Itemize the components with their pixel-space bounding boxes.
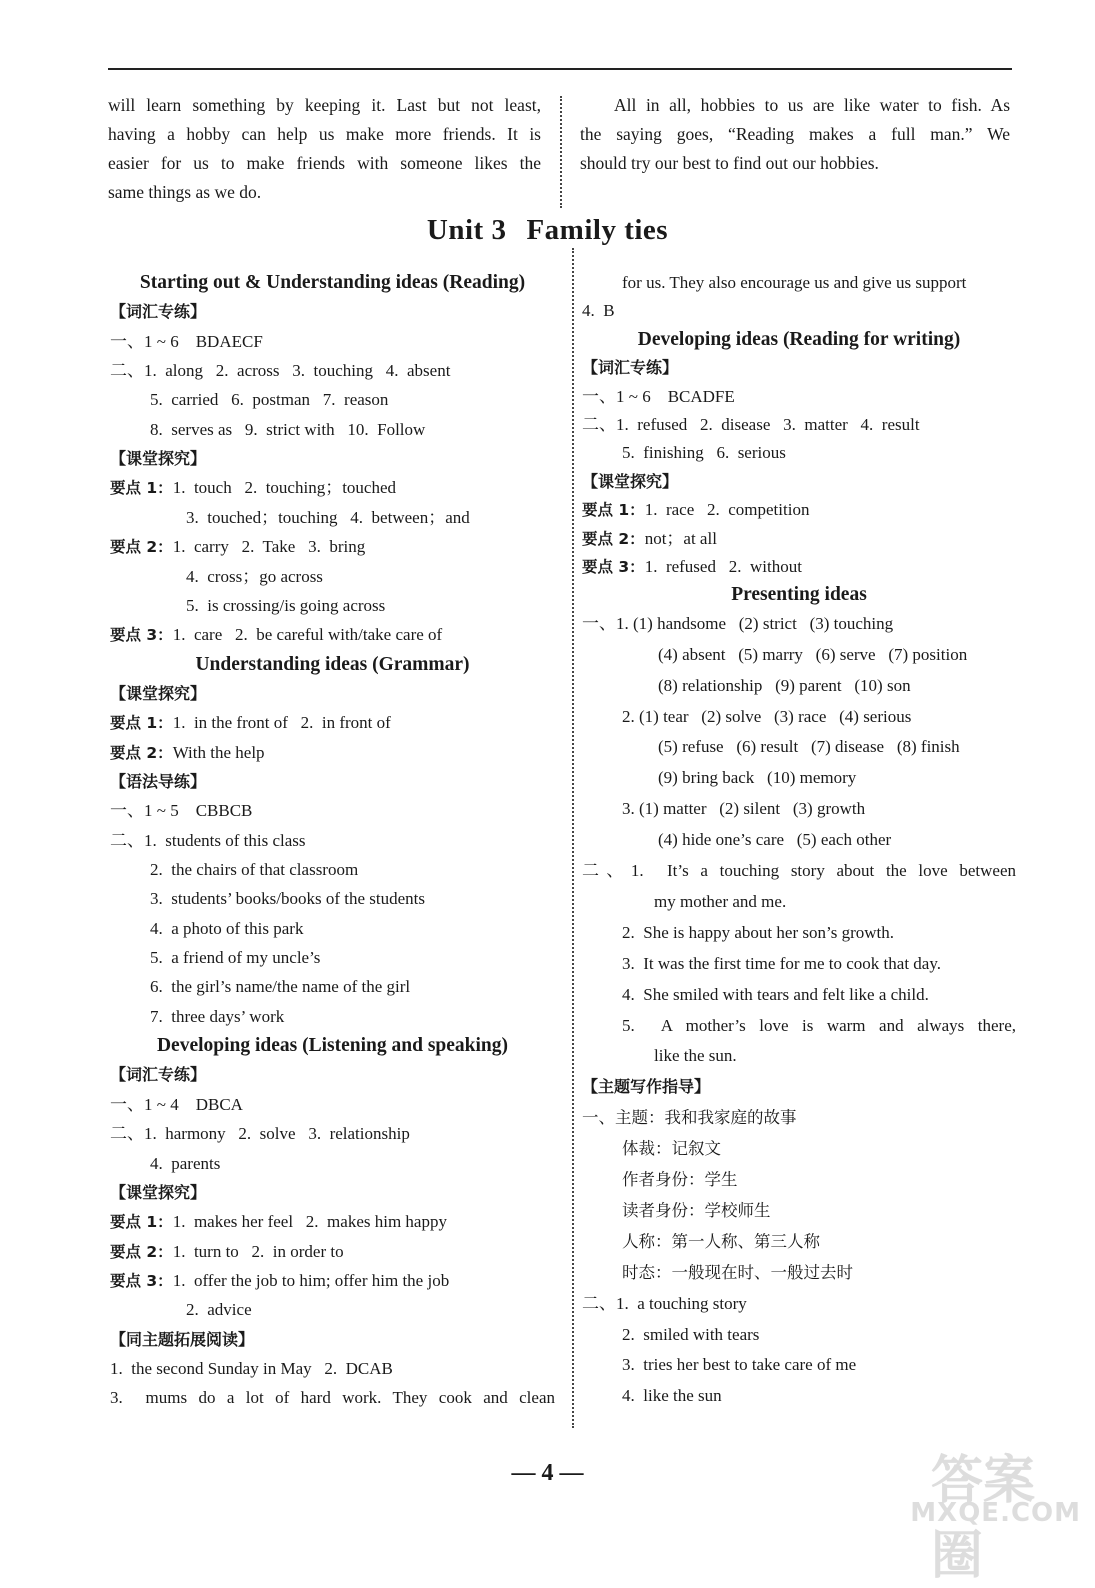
answer-line: 2. She is happy about her son’s growth. [622,922,894,942]
answer-line: 3. touched；touching 4. between；and [186,507,470,527]
exercise-label: 【主题写作指导】 [582,1077,711,1097]
key-point-answers: 1. touch 2. touching；touched [172,478,397,498]
answer-line: 3. mums do a lot of hard work. They cook and clean [110,1388,555,1408]
key-point-answers: With the help [172,742,265,762]
answer-line [110,1207,447,1236]
writing-guide-line: 作者身份：学生 [622,1170,738,1189]
answer-line: 5. is crossing/is going across [186,595,386,615]
exercise-label: 【词汇专练】 [110,1065,207,1085]
answer-line: 8. serves as 9. strict with 10. Follow [150,419,426,439]
writing-guide-line: 时态：一般现在时、一般过去时 [622,1262,853,1282]
key-point-label: 要点 2： [110,743,173,762]
watermark-logo [910,1438,1081,1586]
answer-line: 3. It was the first time for me to cook that day. [622,953,941,973]
answer-line: 4. a photo of this park [150,918,304,938]
paragraph-line: same things as we do. [108,182,262,202]
answer-line: 4. like the sun [622,1386,722,1406]
section-heading: Understanding ideas (Grammar) [195,653,470,675]
answer-line: 3. (1) matter (2) silent (3) growth [622,799,866,819]
answer-line: 二、1. refused 2. disease 3. matter 4. result [582,415,920,434]
page-number: — 4 — [511,1460,584,1486]
paragraph-line: easier for us to make friends with someone likes the [108,153,541,173]
top-left-paragraph [108,91,541,207]
answer-line: 一、1 ~ 5 CBBCB [110,801,253,821]
exercise-label: 【词汇专练】 [110,302,207,322]
key-point-label: 要点 1： [110,479,173,498]
answer-line: (9) bring back (10) memory [658,768,857,788]
answer-line: 2. advice [186,1300,252,1320]
section-heading: Developing ideas (Reading for writing) [637,328,961,350]
answer-line: 1. the second Sunday in May 2. DCAB [110,1358,393,1378]
writing-guide-line: 体裁：记叙文 [622,1139,721,1159]
answer-line [110,1266,449,1295]
key-point-answers: 1. race 2. competition [644,500,810,520]
answer-line: 二、1. It’s a touching story about the love between [582,861,1016,880]
key-point-answers: 1. carry 2. Take 3. bring [172,537,366,557]
watermark-domain: MXQE.COM [910,1498,1081,1528]
answer-line: (8) relationship (9) parent (10) son [658,675,911,695]
exercise-label: 【词汇专练】 [582,358,679,378]
answer-line: 二、1. harmony 2. solve 3. relationship [110,1124,410,1144]
answer-line: for us. They also encourage us and give us support [622,273,967,292]
answer-line [582,552,802,581]
key-point-label: 要点 3： [582,558,645,576]
unit-number: Unit 3 [426,214,507,246]
answer-line [110,738,265,767]
paragraph-line: having a hobby can help us make more friends. It is [108,124,541,144]
exercise-label: 【语法导练】 [110,771,207,791]
answer-line: 6. the girl’s name/the name of the girl [150,977,411,997]
answer-line: 一、1. (1) handsome (2) strict (3) touching [582,613,894,633]
answer-line: 4. parents [150,1153,221,1173]
writing-guide-line: 人称：第一人称、第三人称 [622,1231,820,1251]
key-point-answers: 1. makes her feel 2. makes him happy [172,1212,447,1232]
key-point-answers: 1. refused 2. without [644,557,802,576]
exercise-label: 【课堂探究】 [110,449,207,469]
answer-line: 二、1. along 2. across 3. touching 4. absent [110,361,451,381]
paragraph-line: the saying goes, “Reading makes a full man.” We [580,124,1010,144]
answer-line: 一、1 ~ 6 BDAECF [110,331,263,351]
column-separator-main [572,248,574,1428]
key-point-answers: not；at all [644,528,717,548]
paragraph-line: All in all, hobbies to us are like water to fish. As [614,95,1010,115]
key-point-label: 要点 1： [582,501,645,520]
key-point-answers: 1. turn to 2. in order to [172,1241,344,1261]
answer-line: 2. (1) tear (2) solve (3) race (4) serious [622,706,912,726]
answer-line [110,532,365,561]
answer-line: (4) absent (5) marry (6) serve (7) position [658,644,968,664]
key-point-label: 要点 2： [110,1242,173,1261]
section-heading: Starting out & Understanding ideas (Reading) [139,272,526,293]
answer-line: 3. tries her best to take care of me [622,1355,857,1375]
paragraph-line: should try our best to find out our hobbies. [580,153,879,173]
answer-line: 一、1 ~ 4 DBCA [110,1094,243,1114]
paragraph-line: will learn something by keeping it. Last but not least, [108,95,541,115]
column-separator-top [560,96,562,208]
answer-line: 5. A mother’s love is warm and always there, [622,1015,1016,1035]
answer-line [110,620,442,649]
answer-line: 2. the chairs of that classroom [150,860,359,879]
unit-name: Family ties [526,214,669,246]
key-point-label: 要点 2： [582,529,645,548]
answer-line: (5) refuse (6) result (7) disease (8) finish [658,737,960,757]
answer-line: 4. She smiled with tears and felt like a child. [622,984,929,1004]
answer-line: 4. cross；go across [186,566,323,586]
answer-line: 4. B [582,301,615,321]
exercise-label: 【同主题拓展阅读】 [110,1329,255,1349]
answer-line: 3. students’ books/books of the students [150,889,425,909]
answer-line: 5. carried 6. postman 7. reason [150,390,389,410]
exercise-label: 【课堂探究】 [110,683,207,703]
key-point-answers: 1. offer the job to him; offer him the job [172,1270,450,1290]
key-point-label: 要点 1： [110,1213,173,1232]
answer-line: 二、1. students of this class [110,830,306,850]
writing-guide-line: 一、主题：我和我家庭的故事 [582,1108,797,1128]
top-right-paragraph [580,91,1010,178]
answer-line: (4) hide one’s care (5) each other [658,830,892,850]
answer-line [582,524,717,553]
answer-line: 5. a friend of my uncle’s [150,948,321,968]
answer-line: my mother and me. [654,891,787,911]
header-rule [108,68,1012,70]
answer-line [582,495,809,524]
key-point-label: 要点 2： [110,538,173,557]
answer-line: 7. three days’ work [150,1006,285,1026]
key-point-answers: 1. in the front of 2. in front of [172,713,391,733]
answer-line [110,1237,344,1266]
answer-line: 一、1 ~ 6 BCADFE [582,386,735,406]
writing-guide-line: 读者身份：学校师生 [622,1200,771,1220]
answer-line: 2. smiled with tears [622,1324,760,1344]
section-heading: Presenting ideas [731,584,867,606]
section-heading: Developing ideas (Listening and speaking) [156,1035,509,1057]
exercise-label: 【课堂探究】 [110,1182,207,1202]
watermark-text: 答案圈 [931,1451,1036,1586]
answer-line: 5. finishing 6. serious [622,443,786,463]
answer-line [110,473,396,502]
key-point-label: 要点 3： [110,626,173,645]
unit-title [0,214,1095,247]
answer-line [110,708,391,737]
key-point-label: 要点 3： [110,1271,173,1290]
answer-line: like the sun. [654,1046,737,1066]
answer-line: 二、1. a touching story [582,1293,747,1313]
key-point-answers: 1. care 2. be careful with/take care of [172,625,443,645]
key-point-label: 要点 1： [110,714,173,733]
exercise-label: 【课堂探究】 [582,471,679,491]
